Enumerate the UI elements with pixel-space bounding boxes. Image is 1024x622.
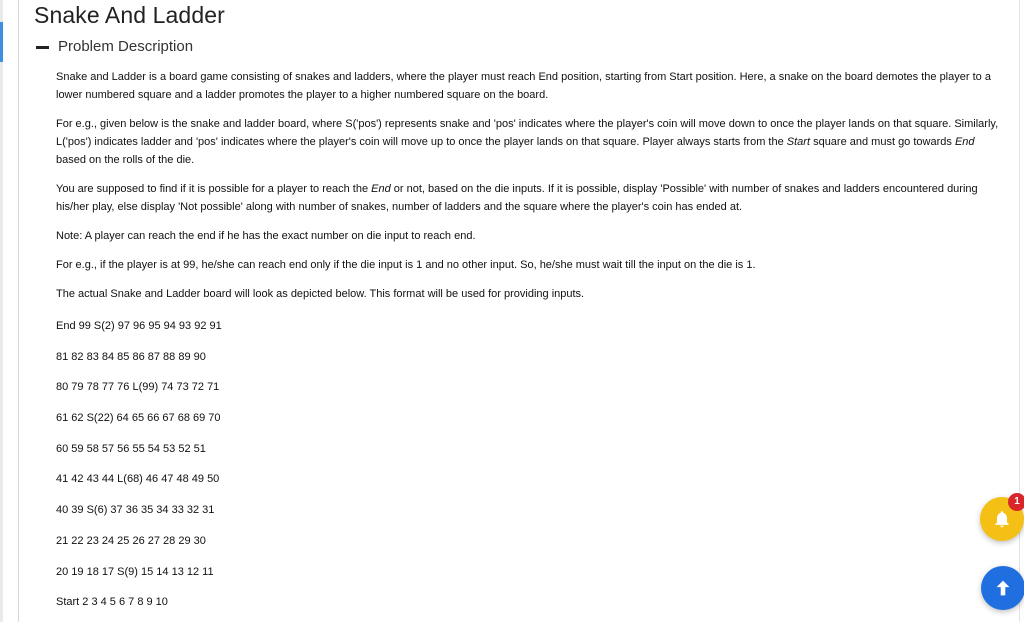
paragraph-example-text-a: For e.g., given below is the snake and ladder board, where S('pos') represents snake and 'pos' indicates where the player's coin will move down to once the player lands on that square. Similarly, L('pos') indicates ladder and 'pos' indicates where the player's coin will move up to once the player lands on that square. Player always starts from the bbox=[56, 118, 999, 148]
board-row bbox=[56, 378, 222, 409]
board-listing bbox=[56, 317, 222, 622]
board-row-text: 81 82 83 84 85 86 87 88 89 90 bbox=[56, 350, 206, 363]
section-label: Problem Description bbox=[58, 38, 194, 55]
paragraph-task-text-a: You are supposed to find if it is possible for a player to reach the bbox=[56, 183, 372, 195]
paragraph-example bbox=[56, 115, 1004, 169]
paragraph-board-intro: The actual Snake and Ladder board will look as depicted below. This format will be used for providing inputs. bbox=[56, 288, 585, 300]
paragraph-intro: Snake and Ladder is a board game consisting of snakes and ladders, where the player must reach End position, starting from Start position. Here, a snake on the board demotes the player to a lower numbered square and a ladder promotes the player to a higher numbered square on the board. bbox=[56, 71, 991, 101]
left-divider bbox=[18, 0, 19, 622]
board-row bbox=[56, 348, 222, 379]
board-row-text: 40 39 S(6) 37 36 35 34 33 32 31 bbox=[56, 504, 215, 517]
board-row-text: 20 19 18 17 S(9) 15 14 13 12 11 bbox=[56, 565, 214, 578]
board-row-text: 21 22 23 24 25 26 27 28 29 30 bbox=[56, 534, 206, 547]
scroll-to-top-button[interactable] bbox=[981, 566, 1024, 610]
board-row-text: 80 79 78 77 76 L(99) 74 73 72 71 bbox=[56, 381, 220, 394]
end-emphasis-task: End bbox=[371, 183, 391, 195]
notification-count-badge: 1 bbox=[1008, 493, 1024, 511]
board-row-text: End 99 S(2) 97 96 95 94 93 92 91 bbox=[56, 320, 222, 332]
board-row bbox=[56, 317, 222, 348]
paragraph-task bbox=[56, 180, 1004, 216]
start-emphasis: Start bbox=[786, 136, 811, 148]
left-edge bbox=[0, 0, 3, 622]
arrow-up-icon bbox=[992, 577, 1014, 599]
paragraph-example-99: For e.g., if the player is at 99, he/she can reach end only if the die input is 1 and no other input. So, he/she must wait till the input on the die is 1. bbox=[56, 259, 756, 271]
board-row bbox=[56, 501, 222, 532]
board-row bbox=[56, 593, 222, 622]
end-emphasis: End bbox=[954, 136, 975, 148]
board-row bbox=[56, 563, 222, 594]
board-row-text: 41 42 43 44 L(68) 46 47 48 49 50 bbox=[56, 473, 220, 486]
paragraph-example-text-b: square and must go towards bbox=[810, 136, 955, 148]
problem-description bbox=[56, 68, 1004, 314]
board-row-text: 60 59 58 57 56 55 54 53 52 51 bbox=[56, 442, 206, 455]
board-row bbox=[56, 532, 222, 563]
paragraph-note: Note: A player can reach the end if he has the exact number on die input to reach end. bbox=[56, 230, 476, 242]
collapse-minus-icon[interactable] bbox=[36, 46, 49, 49]
left-edge-accent bbox=[0, 22, 3, 62]
page-title: Snake And Ladder bbox=[34, 2, 225, 28]
board-row bbox=[56, 440, 222, 471]
board-row bbox=[56, 409, 222, 440]
board-row-text: Start 2 3 4 5 6 7 8 9 10 bbox=[56, 596, 168, 609]
paragraph-task-text-b: or not, based on the die inputs. If it is possible, display 'Possible' with number of snakes and ladders encountered during his/her play, else display 'Not possible' along with number of snakes, number of ladders and the square where the player's coin has ended at. bbox=[56, 183, 978, 213]
problem-description-toggle[interactable] bbox=[36, 37, 193, 57]
board-row bbox=[56, 470, 222, 501]
board-row-text: 61 62 S(22) 64 65 66 67 68 69 70 bbox=[56, 412, 221, 425]
paragraph-example-text-c: based on the rolls of the die. bbox=[56, 154, 195, 166]
bell-icon bbox=[992, 509, 1012, 529]
